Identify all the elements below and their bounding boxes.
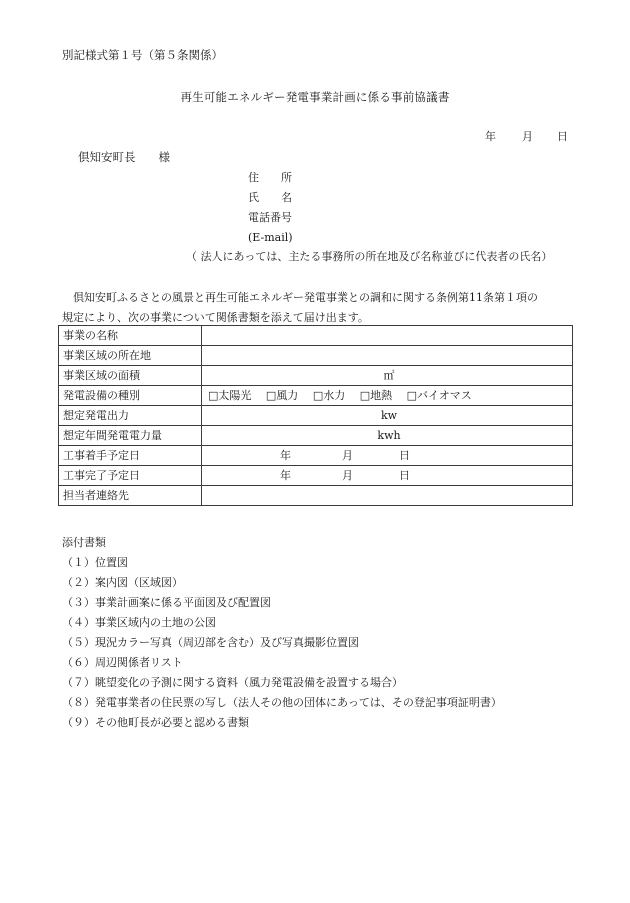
date-year-label: 年 [280, 468, 291, 482]
date-day: 日 [557, 130, 568, 143]
table-row [59, 446, 573, 466]
row-value [202, 326, 573, 346]
row-value-unit: ㎡ [202, 366, 573, 386]
row-date-fields [202, 466, 573, 486]
attachment-item: （１）位置図 [62, 556, 128, 569]
date-month-label: 月 [342, 468, 353, 482]
applicant-phone-label: 電話番号 [248, 211, 292, 224]
option-biomass[interactable]: □バイオマス [406, 389, 472, 402]
date-year: 年 [485, 130, 496, 143]
table-row [59, 386, 573, 406]
row-value [202, 346, 573, 366]
date-day-label: 日 [399, 448, 410, 462]
option-geothermal[interactable]: □地熱 [359, 389, 393, 402]
attachment-item: （９）その他町長が必要と認める書類 [62, 716, 249, 729]
date-month-label: 月 [342, 448, 353, 462]
row-label: 工事完了予定日 [59, 466, 202, 486]
table-row [59, 366, 573, 386]
row-label: 発電設備の種別 [59, 386, 202, 406]
table-row [59, 346, 573, 366]
row-value-unit: kw [202, 406, 573, 426]
attachment-item: （６）周辺関係者リスト [62, 656, 183, 669]
attachment-item: （８）発電事業者の住民票の写し（法人その他の団体にあっては、その登記事項証明書） [62, 696, 502, 709]
body-line-1: 倶知安町ふるさとの風景と再生可能エネルギー発電事業との調和に関する条例第11条第１項の [73, 291, 538, 304]
row-label: 事業の名称 [59, 326, 202, 346]
row-label: 想定発電出力 [59, 406, 202, 426]
table-row [59, 326, 573, 346]
applicant-email-label: (E-mail) [248, 231, 293, 244]
recipient: 倶知安町長 様 [78, 150, 170, 164]
attachment-item: （７）眺望変化の予測に関する資料（風力発電設備を設置する場合） [62, 676, 403, 689]
body-line-2: 規定により、次の事業について関係書類を添えて届け出ます。 [62, 311, 369, 324]
form-id: 別記様式第１号（第５条関係） [62, 48, 223, 62]
table-row [59, 426, 573, 446]
row-value-unit: kwh [202, 426, 573, 446]
row-value [202, 486, 573, 506]
date-year-label: 年 [280, 448, 291, 462]
table-row [59, 406, 573, 426]
attachment-item: （５）現況カラー写真（周辺部を含む）及び写真撮影位置図 [62, 636, 359, 649]
table-row [59, 486, 573, 506]
row-date-fields [202, 446, 573, 466]
date-day-label: 日 [399, 468, 410, 482]
applicant-address-label: 住 所 [248, 171, 292, 184]
equipment-type-options [202, 386, 573, 406]
date-month: 月 [522, 130, 533, 143]
option-hydro[interactable]: □水力 [312, 389, 346, 402]
attachments-heading: 添付書類 [62, 536, 106, 549]
row-label: 担当者連絡先 [59, 486, 202, 506]
attachment-item: （４）事業区域内の土地の公図 [62, 616, 216, 629]
row-label: 工事着手予定日 [59, 446, 202, 466]
attachment-item: （２）案内図（区域図） [62, 576, 183, 589]
option-wind[interactable]: □風力 [265, 389, 299, 402]
row-label: 事業区域の所在地 [59, 346, 202, 366]
row-label: 事業区域の面積 [59, 366, 202, 386]
option-solar[interactable]: □太陽光 [208, 389, 252, 402]
applicant-name-label: 氏 名 [248, 191, 292, 204]
document-title: 再生可能エネルギー発電事業計画に係る事前協議書 [180, 90, 450, 104]
row-label: 想定年間発電電力量 [59, 426, 202, 446]
applicant-note: （ 法人にあっては、主たる事務所の所在地及び名称並びに代表者の氏名） [186, 250, 553, 263]
project-info-table [58, 325, 573, 506]
table-row [59, 466, 573, 486]
attachment-item: （３）事業計画案に係る平面図及び配置図 [62, 596, 271, 609]
